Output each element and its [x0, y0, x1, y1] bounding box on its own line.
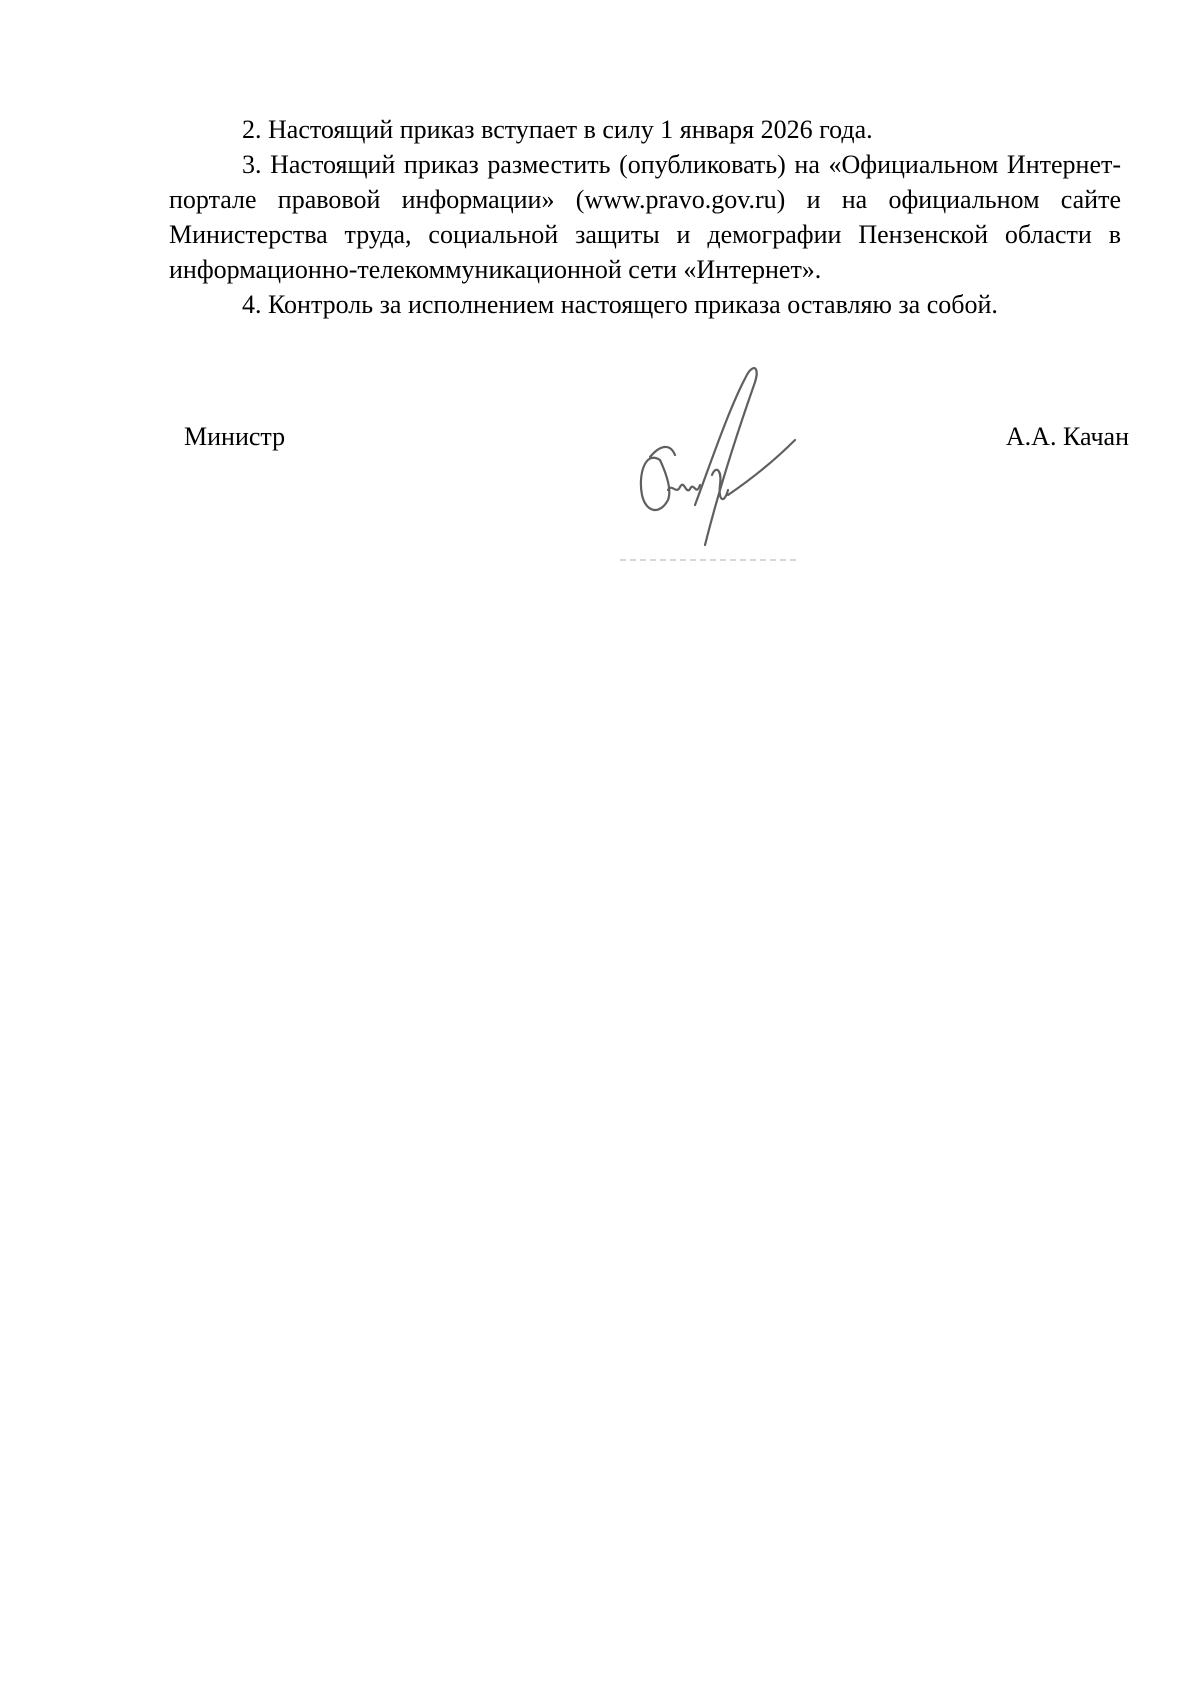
signature-block [0, 420, 1200, 460]
paragraph-publication: 3. Настоящий приказ разместить (опубликовать) на «Официальном Интернет-портале правовой информации» (www.pravo.gov.ru) и на официальном сайте Министерства труда, социальной защиты и демографии Пензенской области в информационно-телекоммуникационной сети «Интернет». [169, 150, 1121, 284]
handwritten-signature-icon [620, 355, 830, 565]
signer-name: А.А. Качан [1005, 422, 1129, 451]
paragraph-effective-date: 2. Настоящий приказ вступает в силу 1 января 2026 года. [242, 115, 873, 144]
paragraph-control: 4. Контроль за исполнением настоящего приказа оставляю за собой. [242, 290, 998, 319]
document-body [169, 112, 1121, 322]
signer-position: Министр [184, 422, 286, 451]
